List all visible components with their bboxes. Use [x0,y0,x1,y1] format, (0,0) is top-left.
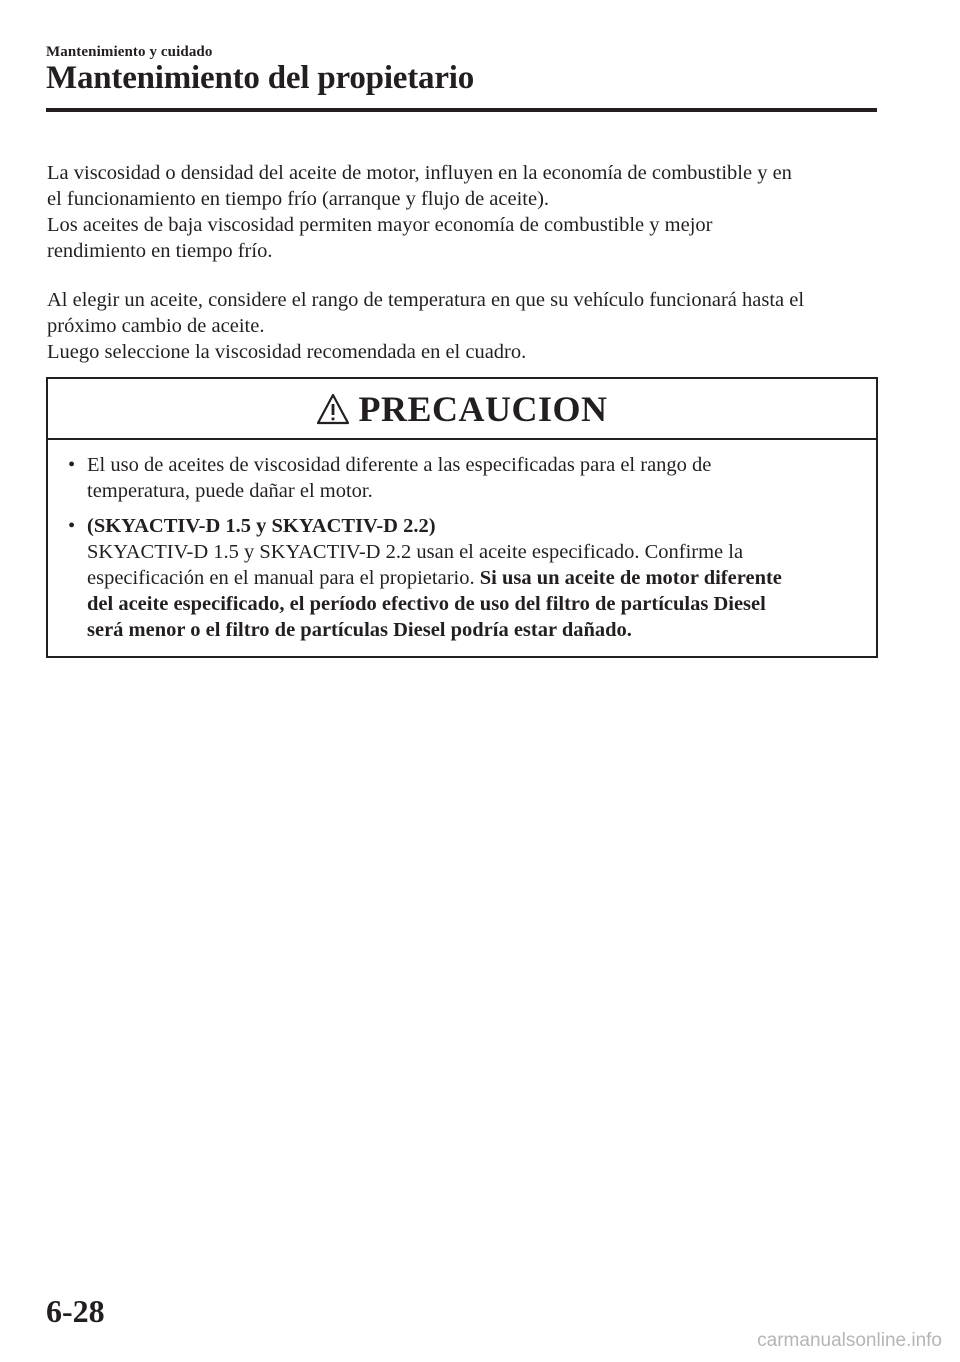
paragraph-line: Los aceites de baja viscosidad permiten mayor economía de combustible y mejor [47,214,713,236]
paragraph-line: próximo cambio de aceite. [47,315,265,337]
page-number: 6-28 [46,1293,105,1329]
caution-line-emphasis: será menor o el filtro de partículas Diesel podría estar dañado. [87,619,632,641]
caution-line [87,565,858,591]
bullet: • [68,515,76,537]
caution-item [68,452,858,504]
caution-title: PRECAUCION [358,388,608,429]
bullet: • [68,454,76,476]
paragraph-line: el funcionamiento en tiempo frío (arranque y flujo de aceite). [47,188,550,210]
caution-item-heading: (SKYACTIV-D 1.5 y SKYACTIV-D 2.2) [87,515,436,537]
caution-line: El uso de aceites de viscosidad diferente a las especificadas para el rango de [87,454,712,476]
section-label: Mantenimiento y cuidado [46,44,213,60]
paragraph-viscosity [47,160,887,264]
watermark: carmanualsonline.info [757,1330,942,1351]
paragraph-line: Al elegir un aceite, considere el rango de temperatura en que su vehículo funcionará hasta el [47,289,805,311]
title-rule [46,108,877,112]
caution-line: temperatura, puede dañar el motor. [87,480,373,502]
paragraph-line: La viscosidad o densidad del aceite de motor, influyen en la economía de combustible y en [47,162,792,184]
caution-line: SKYACTIV-D 1.5 y SKYACTIV-D 2.2 usan el aceite especificado. Confirme la [87,541,744,563]
caution-header [48,379,876,440]
caution-line-emphasis: Si usa un aceite de motor diferente [479,567,782,589]
caution-line-normal: especificación en el manual para el propietario. [87,567,475,589]
caution-list [48,440,876,643]
paragraph-line: Luego seleccione la viscosidad recomendada en el cuadro. [47,341,527,363]
paragraph-selection [47,287,887,365]
warning-triangle-icon [316,393,350,425]
caution-item [68,513,858,643]
caution-line-emphasis: del aceite especificado, el período efectivo de uso del filtro de partículas Diesel [87,593,766,615]
page-title: Mantenimiento del propietario [46,60,475,96]
paragraph-line: rendimiento en tiempo frío. [47,240,273,262]
caution-box [46,377,878,658]
